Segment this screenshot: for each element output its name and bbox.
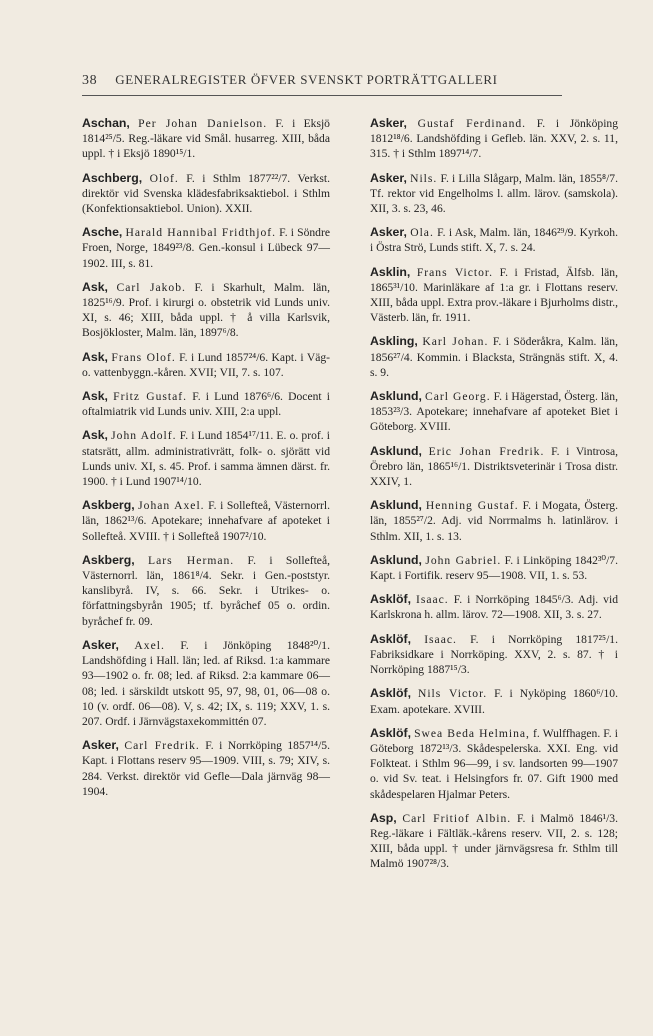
- register-entry: [82, 428, 330, 489]
- entry-surname: Ask,: [82, 349, 108, 364]
- page-header: [82, 72, 562, 89]
- entry-text: F. i Hägerstad, Österg. län, 1853²³/3. Apotekare; innehafvare af apoteket Biet i Göteborg. XVIII.: [370, 390, 618, 434]
- register-entry: [82, 498, 330, 544]
- register-entry: [82, 225, 330, 271]
- entry-text: F. i Jönköping 1812¹⁸/6. Landshöfding i Gefleb. län. XXV, 2. s. 11, 315. † i Sthlm 1897¹⁴/7.: [370, 117, 619, 161]
- running-title: GENERALREGISTER ÖFVER SVENSKT PORTRÄTTGALLERI: [115, 72, 498, 87]
- entry-text: F. i Sthlm 1877²²/7. Verkst. direktör vid Svenska klädesfabriksaktiebol. i Sthlm (Konfektionsaktiebol. Union). XXII.: [82, 171, 330, 216]
- entry-surname: Askberg,: [82, 552, 135, 567]
- entry-text: F. i Norrköping 1845⁶/3. Adj. vid Karlskrona h. allm. lärov. 72—1908. XII, 3. s. 27.: [370, 593, 619, 622]
- entry-given-names: Fritz Gustaf.: [113, 390, 188, 404]
- register-entry: [370, 225, 618, 255]
- entry-text: F. i Lund 1854¹⁷/11. E. o. prof. i statsrätt, allm. administrativrätt, folk- o. sjörätt vid Lunds univ. XI, s. 45. Prof. i samma ämnen därst. fr. 1900. † i Lund 1907¹⁴/10.: [82, 429, 331, 489]
- register-entry: [370, 726, 618, 802]
- register-entry: [370, 389, 618, 435]
- entry-given-names: Carl Jakob.: [116, 280, 186, 294]
- register-entry: [82, 553, 330, 629]
- entry-given-names: Nils.: [410, 171, 438, 185]
- entry-surname: Asklöf,: [370, 592, 411, 607]
- entry-surname: Asklöf,: [370, 686, 411, 701]
- register-entry: [82, 350, 330, 380]
- entry-given-names: Gustaf Ferdinand.: [417, 117, 527, 130]
- right-column: [370, 116, 618, 881]
- entry-surname: Ask,: [82, 428, 108, 443]
- page-number: 38: [82, 73, 98, 88]
- register-entry: [370, 171, 618, 217]
- register-entry: [370, 265, 618, 326]
- entry-given-names: Ola.: [410, 226, 434, 240]
- register-entry: [370, 334, 618, 380]
- entry-surname: Aschberg,: [82, 170, 143, 185]
- entry-surname: Asklund,: [370, 498, 422, 513]
- entry-given-names: Swea Beda Helmina,: [414, 726, 530, 740]
- entry-given-names: Harald Hannibal Fridthjof.: [125, 226, 276, 240]
- entry-surname: Askberg,: [82, 498, 135, 513]
- entry-surname: Aschan,: [82, 116, 130, 130]
- entry-text: F. i Mogata, Österg. län, 1855²⁷/2. Adj. vid Norrmalms h. latinlärov. i Sthlm. XII, 1. s. 13.: [370, 499, 619, 543]
- entry-given-names: Carl Fritiof Albin.: [402, 811, 512, 825]
- register-entry: [82, 389, 330, 419]
- entry-surname: Asker,: [82, 637, 119, 652]
- entry-surname: Asker,: [82, 738, 119, 753]
- entry-surname: Asklöf,: [370, 725, 411, 740]
- entry-surname: Asklöf,: [370, 631, 411, 646]
- entry-surname: Asklund,: [370, 389, 422, 404]
- entry-text: F. i Skarhult, Malm. län, 1825¹⁶/9. Prof. i kirurgi o. obstetrik vid Lunds univ. XI, s. 46; XIII, båda uppl. † å villa Karlsvik, Bosjökloster, Malm. län, 1897⁶/8.: [82, 280, 330, 340]
- entry-given-names: Lars Herman.: [147, 553, 235, 567]
- register-entry: [370, 686, 618, 716]
- register-entry: [82, 738, 330, 799]
- register-entry: [370, 592, 618, 622]
- entry-surname: Asklund,: [370, 443, 422, 458]
- entry-text: F. i Norrköping 1857¹⁴/5. Kapt. i Flottans reserv 95—1909. VIII, s. 79; XIV, s. 284. Verkst. direktör vid Gefle—Dala järnväg 98—1904.: [82, 739, 330, 798]
- entry-surname: Asklund,: [370, 552, 422, 567]
- entry-given-names: Frans Victor.: [416, 265, 494, 279]
- entry-text: F. i Lilla Slågarp, Malm. län, 1855⁸/7. Tf. rektor vid Engelholms l. allm. lärov. (samskola). XII, 3. s. 23, 46.: [370, 171, 618, 216]
- entry-text: F. i Nyköping 1860⁶/10. Exam. apotekare. XVIII.: [370, 687, 618, 716]
- entry-text: F. i Lund 1876⁶/6. Docent i oftalmiatrik vid Lunds univ. XIII, 2:a uppl.: [82, 390, 330, 419]
- entry-text: F. i Jönköping 1848²⁰/1. Landshöfding i Hall. län; led. af Riksd. 1:a kammare 93—1902 o. fr. 08; led. af Riksd. 2:a kammare 06—08; led. i särskildt utskott 95, 97, 98, 01, 06—08 o. 10 (v. ordf. 06—08). V, s. 42; IX, s. 119; XXV, 1. s. 207. Ordf. i Järnvägstaxekommittén 07.: [82, 638, 331, 728]
- left-column: [82, 116, 330, 808]
- register-entry: [370, 498, 618, 544]
- entry-given-names: Frans Olof.: [111, 350, 176, 364]
- entry-surname: Askling,: [370, 334, 418, 349]
- entry-given-names: Axel.: [134, 638, 165, 652]
- entry-text: F. i Söderåkra, Kalm. län, 1856²⁷/4. Kommin. i Blacksta, Strängnäs stift. X, 4. s. 9.: [370, 335, 618, 379]
- register-entry: [82, 171, 330, 217]
- entry-text: f. Wulffhagen. F. i Göteborg 1872¹³/3. Skådespelerska. XXI. Eng. vid Folkteat. i Sthlm 96—99, i sv. landsorten 99—1907 o. vid Sv. teat. i Helsingfors fr. 07. Gift 1900 med skådespelaren Hjalmar Peters.: [370, 726, 618, 801]
- entry-text: F. i Sollefteå, Västernorrl. län, 1862¹³/6. Apotekare; innehafvare af apoteket i Sollefteå. XVIII. † i Sollefteå 1907²/10.: [82, 499, 330, 543]
- entry-surname: Ask,: [82, 389, 108, 404]
- entry-given-names: Per Johan Danielson.: [138, 117, 268, 130]
- entry-given-names: John Adolf.: [111, 429, 177, 443]
- entry-text: F. i Sollefteå, Västernorrl. län, 1861⁸/4. Sekr. i Gen.-poststyr. kanslibyrå. IV, s. 66. Sekr. i Utrikes- o. författningsbyrån 1905; tf. byråchef 05 o. ordin. byråchef fr. 09.: [82, 553, 330, 628]
- entry-given-names: Eric Johan Fredrik.: [428, 444, 545, 458]
- entry-given-names: Henning Gustaf.: [425, 499, 519, 513]
- entry-text: F. i Linköping 1842³⁰/7. Kapt. i Fortifik. reserv 95—1908. VII, 1. s. 53.: [370, 553, 618, 583]
- entry-given-names: Karl Johan.: [422, 335, 489, 349]
- header-rule: [82, 95, 562, 96]
- entry-text: F. i Eksjö 1814²⁵/5. Reg.-läkare vid Smål. husarreg. XIII, båda uppl. † i Eksjö 1890¹⁵/1.: [82, 117, 330, 161]
- entry-given-names: Olof.: [149, 171, 179, 185]
- entry-given-names: John Gabriel.: [425, 553, 502, 567]
- entry-given-names: Isaac.: [424, 632, 457, 646]
- entry-text: F. i Lund 1857²⁴/6. Kapt. i Väg- o. vattenbyggn.-kåren. XVII; VII, 7. s. 107.: [82, 350, 330, 379]
- entry-text: F. i Söndre Froen, Norge, 1849²³/8. Gen.-konsul i Lübeck 97—1902. III, s. 81.: [82, 226, 330, 270]
- entry-given-names: Johan Axel.: [138, 499, 205, 513]
- entry-text: F. i Norrköping 1817²⁵/1. Fabriksidkare i Norrköping. XXV, 2. s. 87. † i Norrköping 1887¹⁵/3.: [370, 632, 618, 677]
- entry-surname: Ask,: [82, 279, 108, 294]
- entry-surname: Asker,: [370, 170, 407, 185]
- register-entry: [370, 444, 618, 490]
- entry-given-names: Carl Fredrik.: [124, 739, 200, 753]
- entry-surname: Asklin,: [370, 264, 411, 279]
- register-entry: [370, 811, 618, 872]
- register-entry: [82, 638, 330, 729]
- entry-text: F. i Vintrosa, Örebro län, 1865¹⁶/1. Distriktsveterinär i Trosa distr. XXIV, 1.: [370, 444, 619, 489]
- entry-surname: Asche,: [82, 225, 123, 240]
- entry-given-names: Carl Georg.: [424, 390, 491, 404]
- register-entry: [370, 553, 618, 583]
- entry-surname: Asp,: [370, 810, 397, 825]
- entry-surname: Asker,: [370, 116, 407, 130]
- entry-text: F. i Malmö 1846¹/3. Reg.-läkare i Fältläk.-kårens reserv. VII, 2. s. 128; XIII, båda uppl. † under järnvägsresa fr. Sthlm till Malmö 1907²⁸/3.: [370, 811, 618, 871]
- entry-surname: Asker,: [370, 225, 407, 240]
- register-entry: [370, 632, 618, 678]
- entry-given-names: Isaac.: [416, 593, 449, 607]
- register-entry: [82, 280, 330, 341]
- entry-given-names: Nils Victor.: [417, 687, 488, 701]
- entry-text: F. i Ask, Malm. län, 1846²⁹/9. Kyrkoh. i Östra Strö, Lunds stift. X, 7. s. 24.: [370, 226, 618, 255]
- entry-text: F. i Fristad, Älfsb. län, 1865³¹/10. Marinläkare af 1:a gr. i Flottans reserv. XIII, båda uppl. Extra prov.-läkare i Bjurholms distr., Västerb. län, fr. 1911.: [370, 265, 618, 325]
- register-entry: [370, 116, 618, 162]
- register-entry: [82, 116, 330, 162]
